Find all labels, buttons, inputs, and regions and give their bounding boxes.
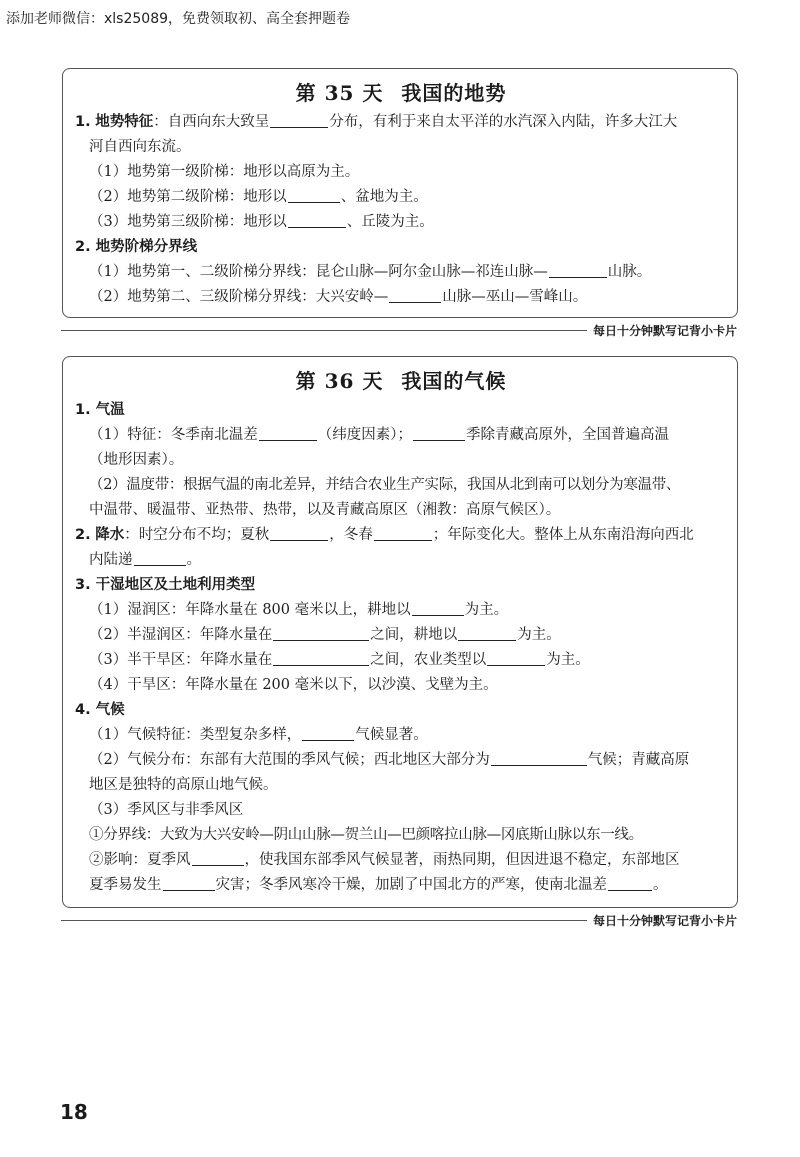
text: ：时空分布不均；夏秋 [124, 527, 270, 543]
text: 、盆地为主。 [340, 189, 428, 205]
text-line: （3）季风区与非季风区 [89, 802, 244, 818]
text: 气候显著。 [355, 727, 428, 743]
fill-blank[interactable] [374, 524, 432, 541]
text: ，冬春 [329, 527, 373, 543]
text-line [75, 623, 727, 648]
text-line [75, 748, 727, 773]
text-line [75, 260, 727, 285]
fill-blank[interactable] [458, 624, 516, 641]
text-line: （1）地势第一级阶梯：地形以高原为主。 [89, 164, 360, 180]
text: （纬度因素）； [317, 427, 412, 443]
section-heading: 气温 [95, 402, 125, 418]
card-day-35 [62, 68, 738, 338]
fill-blank[interactable] [270, 111, 328, 128]
text-line [75, 185, 727, 210]
text-line [75, 848, 727, 873]
fill-blank[interactable] [273, 649, 369, 666]
text-line [75, 723, 727, 748]
section-temperature [75, 398, 727, 423]
fill-blank[interactable] [163, 874, 215, 891]
text: （3）地势第三级阶梯：地形以 [89, 214, 287, 230]
text: 内陆递 [89, 552, 133, 568]
section-precipitation [75, 523, 727, 548]
section-number: 1. [75, 114, 91, 130]
text: （1）特征：冬季南北温差 [89, 427, 258, 443]
section-heading: 干湿地区及土地利用类型 [95, 577, 256, 593]
text: （2）地势第二、三级阶梯分界线：大兴安岭— [89, 289, 389, 305]
text: （2）地势第二级阶梯：地形以 [89, 189, 287, 205]
text: 为主。 [517, 627, 561, 643]
fill-blank[interactable] [288, 186, 340, 203]
text: （2）气候分布：东部有大范围的季风气候；西北地区大部分为 [89, 752, 490, 768]
text: （2）半湿润区：年降水量在 [89, 627, 273, 643]
fill-blank[interactable] [270, 524, 328, 541]
text: 。 [186, 552, 201, 568]
text: 季除青藏高原外，全国普遍高温 [465, 427, 669, 443]
text: （1）湿润区：年降水量在 800 毫米以上，耕地以 [89, 602, 411, 618]
fill-blank[interactable] [302, 724, 354, 741]
section-number: 3. [75, 577, 91, 593]
section-heading: 气候 [95, 702, 125, 718]
section-heading: 地势特征 [95, 114, 154, 130]
title-day: 第 35 天 [295, 81, 384, 105]
fill-blank[interactable] [389, 286, 441, 303]
footer-rule [61, 330, 606, 331]
fill-blank[interactable] [273, 624, 369, 641]
text: 山脉—巫山—雪峰山。 [442, 289, 588, 305]
watermark-text: 添加老师微信：xls25089，免费领取初、高全套押题卷 [6, 11, 351, 27]
section-climate [75, 698, 727, 723]
fill-blank[interactable] [608, 874, 652, 891]
text-line: （4）干旱区：年降水量在 200 毫米以下，以沙漠、戈壁为主。 [89, 677, 498, 693]
section-dry-wet [75, 573, 727, 598]
text: （3）半干旱区：年降水量在 [89, 652, 273, 668]
section-heading: 地势阶梯分界线 [95, 239, 198, 255]
section-step-boundary [75, 235, 727, 260]
text-line [75, 285, 727, 310]
section-number: 4. [75, 702, 91, 718]
text: 之间，农业类型以 [370, 652, 487, 668]
text-line: 河自西向东流。 [89, 139, 191, 155]
title-topic: 我国的气候 [401, 369, 507, 393]
text: 分布，有利于来自太平洋的水汽深入内陆，许多大江大 [329, 114, 678, 130]
fill-blank[interactable] [487, 649, 545, 666]
text-line [75, 873, 727, 898]
text: （1）气候特征：类型复杂多样， [89, 727, 302, 743]
card-title [75, 365, 727, 394]
text-line [75, 423, 727, 448]
text: ：自西向东大致呈 [153, 114, 270, 130]
text: 山脉。 [607, 264, 652, 280]
text: 、丘陵为主。 [346, 214, 434, 230]
text-line: ①分界线：大致为大兴安岭—阴山山脉—贺兰山—巴颜喀拉山脉—冈底斯山脉以东一线。 [89, 827, 643, 843]
fill-blank[interactable] [412, 599, 464, 616]
text-line [75, 648, 727, 673]
page-number: 18 [60, 1100, 88, 1124]
text: 为主。 [546, 652, 590, 668]
text: （1）地势第一、二级阶梯分界线：昆仑山脉—阿尔金山脉—祁连山脉— [89, 264, 548, 280]
fill-blank[interactable] [549, 261, 607, 278]
text-line: 地区是独特的高原山地气候。 [89, 777, 278, 793]
text: 。 [653, 877, 668, 893]
text: 气候；青藏高原 [587, 752, 690, 768]
text-line [75, 210, 727, 235]
title-topic: 我国的地势 [401, 81, 507, 105]
section-number: 2. [75, 239, 91, 255]
fill-blank[interactable] [192, 849, 244, 866]
text-line: （地形因素）。 [89, 452, 184, 468]
fill-blank[interactable] [259, 424, 317, 441]
fill-blank[interactable] [413, 424, 465, 441]
text: 之间，耕地以 [370, 627, 458, 643]
section-number: 1. [75, 402, 91, 418]
card-title [75, 77, 727, 106]
fill-blank[interactable] [491, 749, 587, 766]
card-day-36 [62, 356, 738, 928]
text: ②影响：夏季风 [89, 852, 191, 868]
text: ；年际变化大。整体上从东南沿海向西北 [432, 527, 694, 543]
footer-rule [61, 920, 606, 921]
text-line [75, 598, 727, 623]
footer-tag: 每日十分钟默写记背小卡片 [587, 322, 737, 339]
footer-tag: 每日十分钟默写记背小卡片 [587, 912, 737, 929]
text-line: （2）温度带：根据气温的南北差异，并结合农业生产实际，我国从北到南可以划分为寒温带、 [89, 477, 681, 493]
section-heading: 降水 [95, 527, 125, 543]
section-terrain-feature [75, 110, 727, 135]
text: 夏季易发生 [89, 877, 162, 893]
text-line [75, 548, 727, 573]
text-line: 中温带、暖温带、亚热带、热带，以及青藏高原区（湘教：高原气候区）。 [89, 502, 561, 518]
title-day: 第 36 天 [295, 369, 384, 393]
section-number: 2. [75, 527, 91, 543]
text: ，使我国东部季风气候显著，雨热同期，但因进退不稳定，东部地区 [244, 852, 680, 868]
text: 为主。 [464, 602, 509, 618]
fill-blank[interactable] [288, 211, 346, 228]
text: 灾害；冬季风寒冷干燥，加剧了中国北方的严寒，使南北温差 [215, 877, 607, 893]
fill-blank[interactable] [134, 549, 186, 566]
